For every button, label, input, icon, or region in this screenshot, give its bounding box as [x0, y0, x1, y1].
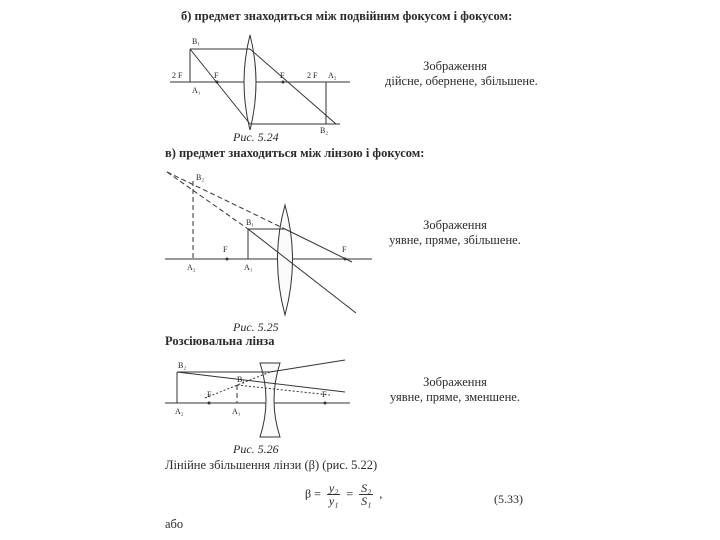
caption-fig-5-25: Рис. 5.25 [233, 320, 279, 334]
result-desc: уявне, пряме, збільшене. [389, 233, 521, 247]
label-f-left: F [223, 245, 228, 254]
ray-through-center [248, 229, 356, 313]
label-a2: A₂ [328, 71, 337, 80]
footer-text: або [165, 517, 184, 531]
ray-through-focus [250, 49, 336, 124]
formula-tail: , [379, 486, 383, 501]
diagram-converging-lens-between-f-2f [170, 35, 350, 135]
label-f-left: F [207, 390, 212, 399]
result-title: Зображення [423, 218, 487, 232]
label-f-left: F [214, 71, 219, 80]
denominator-y1: y₁ [328, 494, 339, 508]
focus-point-right [324, 402, 327, 405]
label-a1: A₁ [232, 407, 241, 416]
section-v-heading: в) предмет знаходиться між лінзою і фокусом: [165, 146, 425, 160]
formula-equals: = [346, 486, 354, 501]
section-b-result [385, 59, 538, 89]
label-a2: A₂ [175, 407, 184, 416]
fraction-s [359, 482, 373, 507]
diverging-lens-heading: Розсіювальна лінза [165, 334, 275, 348]
magnification-text: Лінійне збільшення лінзи (β) (рис. 5.22) [165, 458, 378, 472]
caption-fig-5-26: Рис. 5.26 [233, 442, 279, 456]
label-f-right: F [322, 390, 327, 399]
label-a2: A₂ [187, 263, 196, 272]
denominator-s1-text: S₁ [361, 494, 372, 508]
virtual-ray-2 [167, 172, 248, 229]
focus-point-right [282, 81, 285, 84]
diagram-converging-lens-inside-f [165, 172, 372, 315]
ray-through-center [177, 372, 345, 392]
label-b2: B₂ [320, 126, 329, 135]
result-desc: дійсне, обернене, збільшене. [385, 74, 538, 88]
diagram-diverging-lens [165, 360, 350, 437]
label-b2: B₂ [178, 361, 187, 370]
result-title: Зображення [423, 375, 487, 389]
diverging-lens [260, 363, 280, 437]
section-v-result [375, 218, 535, 248]
ray-diverged [270, 360, 345, 372]
label-f-right: F [342, 245, 347, 254]
formula-beta: β = [305, 486, 321, 501]
result-desc: уявне, пряме, зменшене. [390, 390, 520, 404]
section-d-result [375, 375, 535, 405]
focus-point-left [226, 258, 229, 261]
result-title: Зображення [423, 59, 487, 73]
label-a1: A₁ [192, 86, 201, 95]
label-f-right: F [280, 71, 285, 80]
numerator-y2: y₂ [328, 481, 339, 495]
label-2f-right: 2 F [307, 71, 318, 80]
label-a1: A₁ [244, 263, 253, 272]
section-b-heading: б) предмет знаходиться між подвійним фокусом і фокусом: [181, 9, 513, 23]
focus-point-left [216, 81, 219, 84]
label-b1: B₁ [246, 218, 255, 227]
equation-number: (5.33) [494, 492, 523, 506]
focus-point-right [344, 258, 347, 261]
virtual-ray-1 [167, 172, 285, 229]
label-b1: B₁ [237, 375, 246, 384]
formula-5-33 [305, 482, 382, 507]
focus-point-left [208, 402, 211, 405]
converging-lens [278, 205, 293, 315]
caption-fig-5-24: Рис. 5.24 [233, 130, 279, 144]
virtual-extension-2 [237, 385, 330, 395]
numerator-s2: S₂ [361, 481, 372, 495]
label-2f-left: 2 F [172, 71, 183, 80]
label-b2: B₂ [196, 173, 205, 182]
label-b1: B₁ [192, 37, 201, 46]
fraction-y [327, 482, 341, 507]
